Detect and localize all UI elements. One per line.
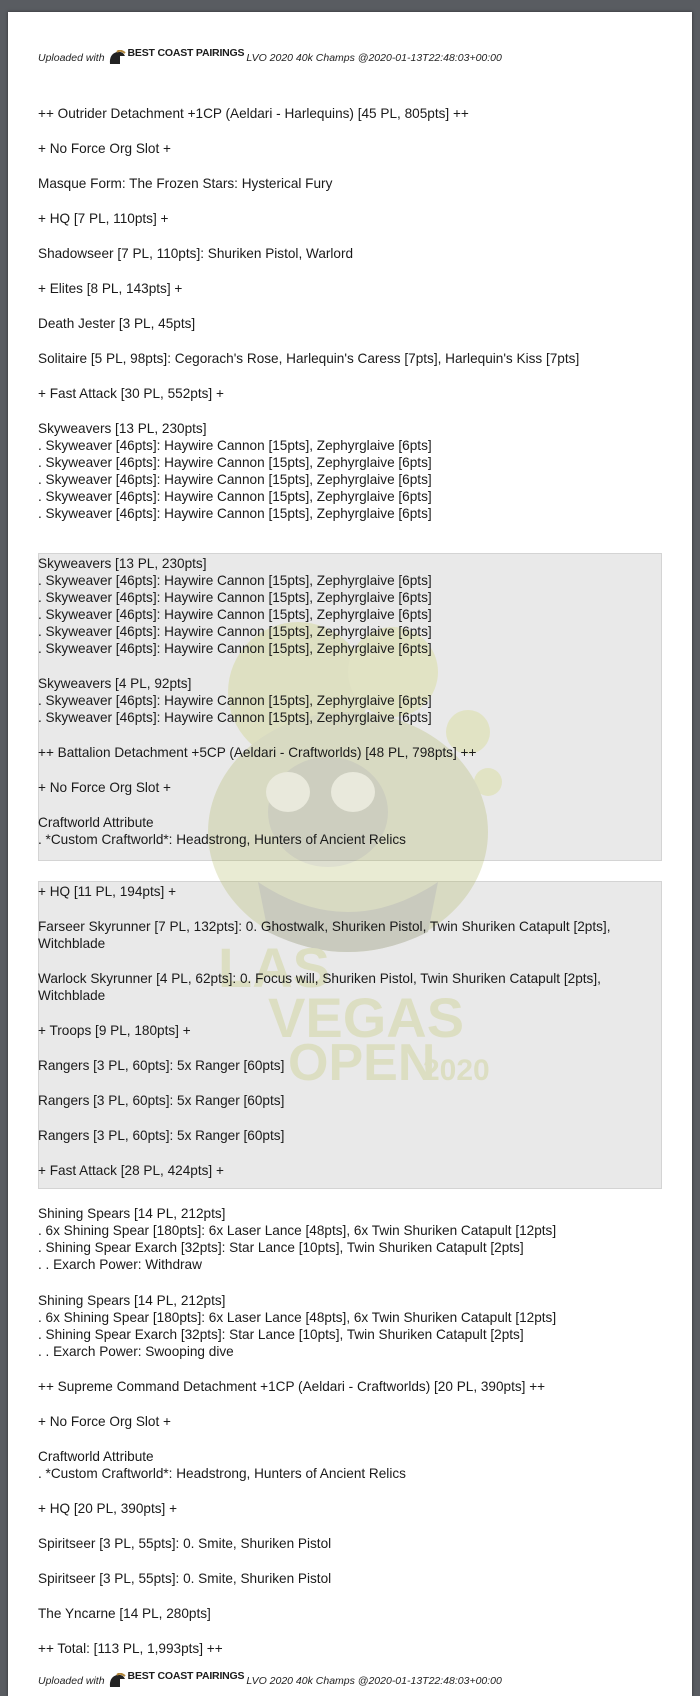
model-line: . Skyweaver [46pts]: Haywire Cannon [15pts], Zephyrglaive [6pts] xyxy=(38,489,432,504)
watermark-text-vegas: VEGAS xyxy=(268,986,465,1049)
event-info: LVO 2020 40k Champs @2020-01-13T22:48:03+00:00 xyxy=(246,52,502,64)
roster-line: Craftworld Attribute xyxy=(38,1449,154,1464)
detachment-header: ++ Supreme Command Detachment +1CP (Aeldari - Craftworlds) [20 PL, 390pts] ++ xyxy=(38,1379,546,1394)
spartan-helmet-icon xyxy=(108,50,126,66)
section-header: + HQ [7 PL, 110pts] + xyxy=(38,211,169,226)
uploaded-with-label: Uploaded with xyxy=(38,52,105,64)
section-header: + Fast Attack [28 PL, 424pts] + xyxy=(38,1163,224,1178)
roster-line: Spiritseer [3 PL, 55pts]: 0. Smite, Shuriken Pistol xyxy=(38,1536,332,1551)
roster-line: Shadowseer [7 PL, 110pts]: Shuriken Pistol, Warlord xyxy=(38,246,354,261)
roster-line: . *Custom Craftworld*: Headstrong, Hunters of Ancient Relics xyxy=(38,1466,406,1481)
model-line: . Skyweaver [46pts]: Haywire Cannon [15pts], Zephyrglaive [6pts] xyxy=(38,590,432,605)
model-line: . Skyweaver [46pts]: Haywire Cannon [15pts], Zephyrglaive [6pts] xyxy=(38,573,432,588)
model-line: . Skyweaver [46pts]: Haywire Cannon [15pts], Zephyrglaive [6pts] xyxy=(38,607,432,622)
logo-text: BEST COAST PAIRINGS xyxy=(127,1670,245,1682)
model-line: . 6x Shining Spear [180pts]: 6x Laser Lance [48pts], 6x Twin Shuriken Catapult [12pts] xyxy=(38,1223,557,1238)
model-line: . . Exarch Power: Swooping dive xyxy=(38,1344,234,1359)
section-header: + HQ [20 PL, 390pts] + xyxy=(38,1501,178,1516)
upload-header-top xyxy=(38,47,502,66)
model-line: . . Exarch Power: Withdraw xyxy=(38,1257,202,1272)
document-content xyxy=(8,12,692,1696)
detachment-header: ++ Battalion Detachment +5CP (Aeldari - Craftworlds) [48 PL, 798pts] ++ xyxy=(38,745,477,760)
roster-line: Solitaire [5 PL, 98pts]: Cegorach's Rose, Harlequin's Caress [7pts], Harlequin's Kiss [7pts] xyxy=(38,351,580,366)
best-coast-pairings-logo xyxy=(108,1670,245,1689)
unit-line: Shining Spears [14 PL, 212pts] xyxy=(38,1206,226,1221)
model-line: . Skyweaver [46pts]: Haywire Cannon [15pts], Zephyrglaive [6pts] xyxy=(38,506,432,521)
section-header: + Fast Attack [30 PL, 552pts] + xyxy=(38,386,224,401)
roster-total: ++ Total: [113 PL, 1,993pts] ++ xyxy=(38,1641,223,1656)
roster-line: Spiritseer [3 PL, 55pts]: 0. Smite, Shuriken Pistol xyxy=(38,1571,332,1586)
model-line: . Skyweaver [46pts]: Haywire Cannon [15pts], Zephyrglaive [6pts] xyxy=(38,438,432,453)
watermark-text-year: 2020 xyxy=(423,1054,490,1082)
section-header: + HQ [11 PL, 194pts] + xyxy=(38,884,177,899)
detachment-header: ++ Outrider Detachment +1CP (Aeldari - Harlequins) [45 PL, 805pts] ++ xyxy=(38,106,469,121)
roster-line: Death Jester [3 PL, 45pts] xyxy=(38,316,196,331)
section-header: + Troops [9 PL, 180pts] + xyxy=(38,1023,191,1038)
roster-line: Farseer Skyrunner [7 PL, 132pts]: 0. Ghostwalk, Shuriken Pistol, Twin Shuriken Catapult [2pts], Witchblade xyxy=(38,919,611,951)
roster-line: Rangers [3 PL, 60pts]: 5x Ranger [60pts] xyxy=(38,1058,285,1073)
best-coast-pairings-logo xyxy=(108,47,245,66)
watermark-text-open: OPEN xyxy=(288,1034,436,1082)
upload-header-bottom xyxy=(38,1670,502,1689)
section-header: + Elites [8 PL, 143pts] + xyxy=(38,281,183,296)
section-header: + No Force Org Slot + xyxy=(38,1414,171,1429)
roster-line: . *Custom Craftworld*: Headstrong, Hunters of Ancient Relics xyxy=(38,832,406,847)
event-info: LVO 2020 40k Champs @2020-01-13T22:48:03+00:00 xyxy=(246,1675,502,1687)
section-header: + No Force Org Slot + xyxy=(38,141,171,156)
unit-line: Skyweavers [13 PL, 230pts] xyxy=(38,556,207,571)
model-line: . Skyweaver [46pts]: Haywire Cannon [15pts], Zephyrglaive [6pts] xyxy=(38,693,432,708)
unit-line: Skyweavers [4 PL, 92pts] xyxy=(38,676,192,691)
model-line: . Shining Spear Exarch [32pts]: Star Lance [10pts], Twin Shuriken Catapult [2pts] xyxy=(38,1240,524,1255)
model-line: . Skyweaver [46pts]: Haywire Cannon [15pts], Zephyrglaive [6pts] xyxy=(38,472,432,487)
roster-line: The Yncarne [14 PL, 280pts] xyxy=(38,1606,211,1621)
logo-text: BEST COAST PAIRINGS xyxy=(127,47,245,59)
model-line: . Skyweaver [46pts]: Haywire Cannon [15pts], Zephyrglaive [6pts] xyxy=(38,455,432,470)
roster-line: Rangers [3 PL, 60pts]: 5x Ranger [60pts] xyxy=(38,1093,285,1108)
model-line: . Skyweaver [46pts]: Haywire Cannon [15pts], Zephyrglaive [6pts] xyxy=(38,641,432,656)
model-line: . Skyweaver [46pts]: Haywire Cannon [15pts], Zephyrglaive [6pts] xyxy=(38,624,432,639)
roster-line: Rangers [3 PL, 60pts]: 5x Ranger [60pts] xyxy=(38,1128,285,1143)
uploaded-with-label: Uploaded with xyxy=(38,1675,105,1687)
unit-line: Shining Spears [14 PL, 212pts] xyxy=(38,1293,226,1308)
model-line: . 6x Shining Spear [180pts]: 6x Laser Lance [48pts], 6x Twin Shuriken Catapult [12pts] xyxy=(38,1310,557,1325)
spartan-helmet-icon xyxy=(108,1673,126,1689)
model-line: . Shining Spear Exarch [32pts]: Star Lance [10pts], Twin Shuriken Catapult [2pts] xyxy=(38,1327,524,1342)
section-header: + No Force Org Slot + xyxy=(38,780,171,795)
roster-line: Craftworld Attribute xyxy=(38,815,154,830)
watermark-text-las: LAS xyxy=(218,936,330,999)
model-line: . Skyweaver [46pts]: Haywire Cannon [15pts], Zephyrglaive [6pts] xyxy=(38,710,432,725)
document-page xyxy=(8,12,692,1696)
roster-line: Warlock Skyrunner [4 PL, 62pts]: 0. Focus will, Shuriken Pistol, Twin Shuriken Catapult [2pts], Witchblade xyxy=(38,971,601,1003)
unit-line: Skyweavers [13 PL, 230pts] xyxy=(38,421,207,436)
roster-line: Masque Form: The Frozen Stars: Hysterical Fury xyxy=(38,176,333,191)
